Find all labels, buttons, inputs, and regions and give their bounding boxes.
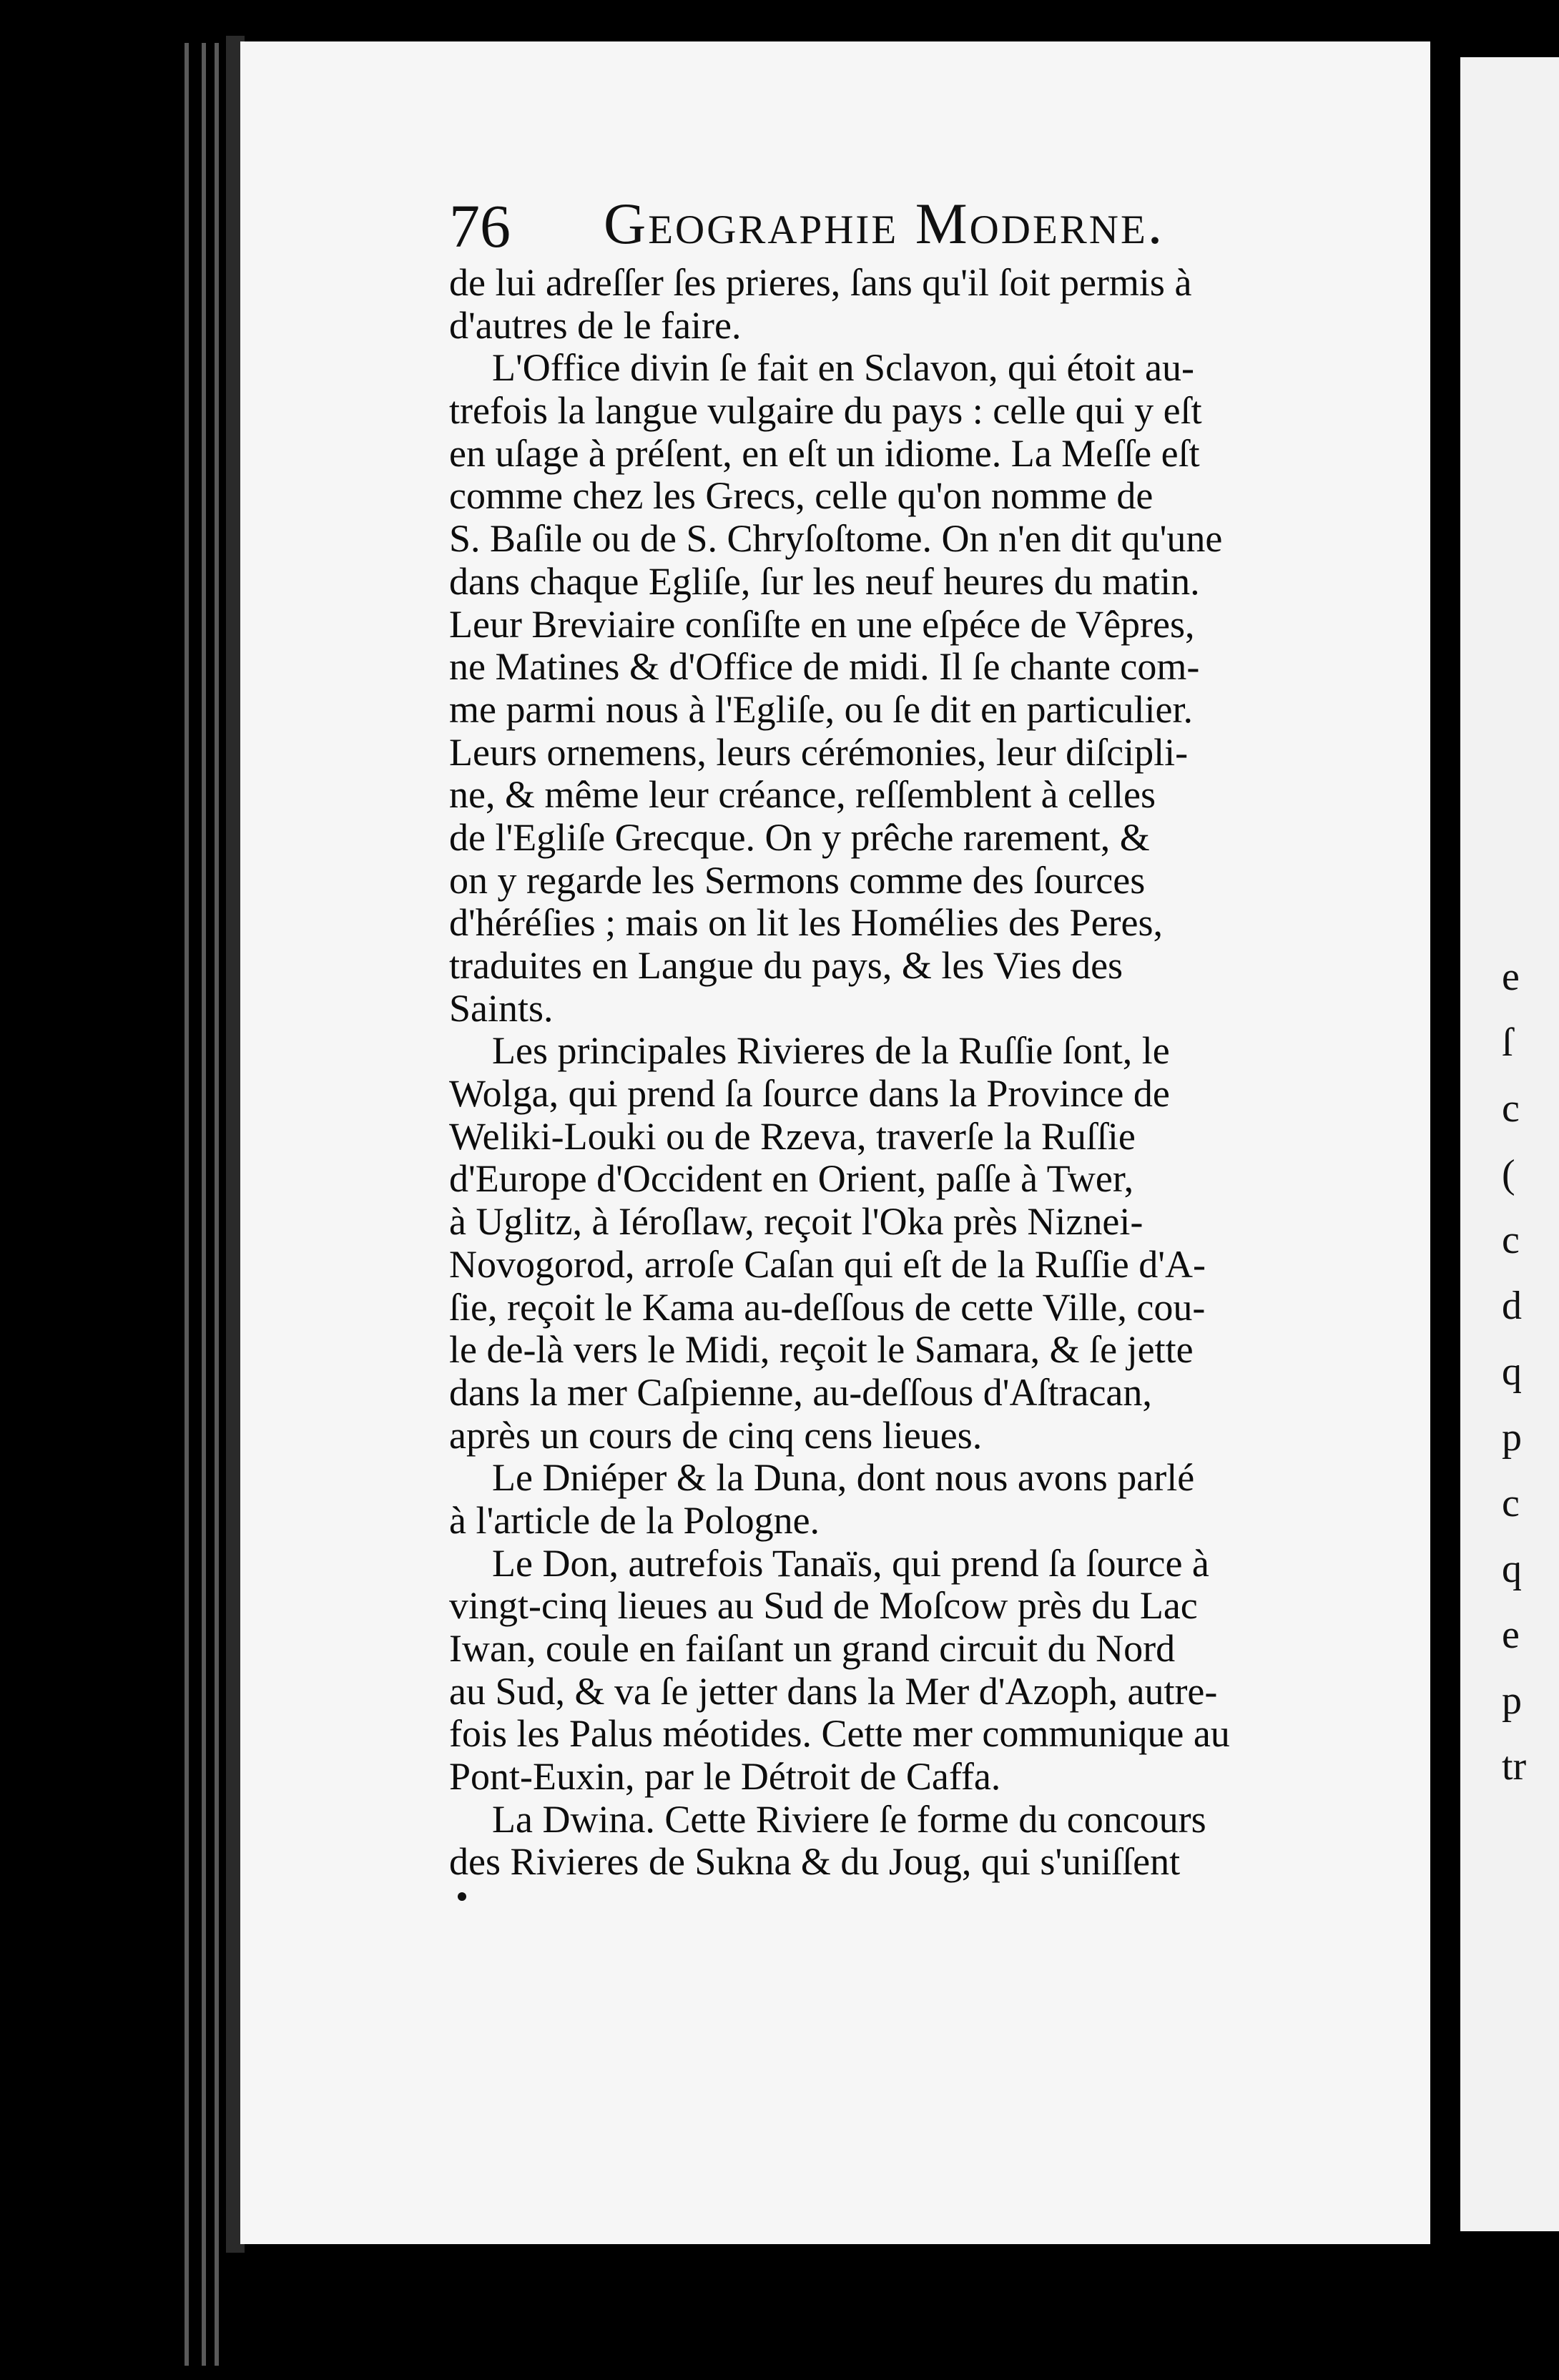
text-line: en uſage à préſent, en eſt un idiome. La Meſſe eſt: [449, 432, 1200, 475]
text-line: le de-là vers le Midi, reçoit le Samara, & ſe jette: [449, 1329, 1194, 1372]
body-text: [449, 262, 1329, 1884]
fragment-glyph: c: [1502, 1086, 1520, 1131]
fragment-glyph: ſ: [1502, 1021, 1513, 1065]
text-line: d'héréſies ; mais on lit les Homélies des Peres,: [449, 902, 1164, 945]
text-line: ſie, reçoit le Kama au-deſſous de cette Ville, cou-: [449, 1286, 1206, 1329]
page-header: [449, 190, 1329, 269]
text-line: à Uglitz, à Iéroſlaw, reçoit l'Oka près Niznei-: [449, 1201, 1144, 1244]
text-line: ne, & même leur créance, reſſemblent à celles: [449, 774, 1156, 817]
fragment-glyph: tr: [1502, 1744, 1527, 1789]
text-line: ne Matines & d'Office de midi. Il ſe chante com-: [449, 646, 1200, 689]
text-line: d'Europe d'Occident en Orient, paſſe à Twer,: [449, 1158, 1134, 1201]
text-line: Wolga, qui prend ſa ſource dans la Province de: [449, 1073, 1170, 1116]
fragment-glyph: c: [1502, 1481, 1520, 1525]
text-line: Iwan, coule en faiſant un grand circuit du Nord: [449, 1628, 1176, 1670]
text-line: L'Office divin ſe fait en Sclavon, qui étoit au-: [492, 347, 1194, 390]
text-line: Pont-Euxin, par le Détroit de Caffa.: [449, 1756, 1001, 1799]
adjacent-page-fragments: [1502, 944, 1559, 1799]
text-line: Weliki-Louki ou de Rzeva, traverſe la Ruſſie: [449, 1115, 1136, 1158]
page-edge-line: [215, 43, 219, 2366]
fragment-glyph: q: [1502, 1547, 1522, 1591]
fragment-glyph: d: [1502, 1284, 1522, 1328]
text-line: Leur Breviaire conſiſte en une eſpéce de Vêpres,: [449, 603, 1195, 646]
fragment-glyph: e: [1502, 1613, 1520, 1657]
text-line: La Dwina. Cette Riviere ſe forme du concours: [492, 1798, 1206, 1841]
text-line: Le Dniéper & la Duna, dont nous avons parlé: [492, 1457, 1195, 1500]
text-line: dans chaque Egliſe, ſur les neuf heures du matin.: [449, 560, 1200, 603]
text-line: Novogorod, arroſe Caſan qui eſt de la Ruſſie d'A-: [449, 1243, 1206, 1286]
fragment-glyph: p: [1502, 1678, 1522, 1723]
fragment-glyph: p: [1502, 1415, 1522, 1460]
text-line: comme chez les Grecs, celle qu'on nomme de: [449, 475, 1154, 518]
fragment-glyph: c: [1502, 1218, 1520, 1262]
text-line: au Sud, & va ſe jetter dans la Mer d'Azoph, autre-: [449, 1670, 1218, 1713]
ink-dot: [458, 1892, 466, 1901]
text-line: fois les Palus méotides. Cette mer communique au: [449, 1713, 1230, 1756]
fragment-glyph: q: [1502, 1349, 1522, 1394]
text-line: traduites en Langue du pays, & les Vies des: [449, 945, 1123, 987]
text-line: vingt-cinq lieues au Sud de Moſcow près du Lac: [449, 1585, 1198, 1628]
text-line: dans la mer Caſpienne, au-deſſous d'Aſtracan,: [449, 1371, 1152, 1414]
text-line: d'autres de le faire.: [449, 304, 742, 347]
book-spine: [0, 0, 186, 2380]
text-line: des Rivieres de Sukna & du Joug, qui s'uniſſent: [449, 1841, 1181, 1884]
text-line: Leurs ornemens, leurs cérémonies, leur diſcipli-: [449, 731, 1189, 774]
text-line: après un cours de cinq cens lieues.: [449, 1414, 983, 1457]
running-title: Geographie Moderne.: [604, 191, 1165, 256]
page-edge-line: [185, 43, 189, 2366]
text-line: trefois la langue vulgaire du pays : celle qui y eſt: [449, 390, 1202, 433]
fragment-glyph: e: [1502, 955, 1520, 999]
text-line: me parmi nous à l'Egliſe, ou ſe dit en particulier.: [449, 688, 1193, 731]
text-line: Saints.: [449, 987, 554, 1030]
fragment-glyph: (: [1502, 1152, 1515, 1196]
page-edge-line: [202, 43, 206, 2366]
text-line: de l'Egliſe Grecque. On y prêche rarement, &: [449, 816, 1150, 859]
text-line: de lui adreſſer ſes prieres, ſans qu'il ſoit permis à: [449, 262, 1192, 304]
text-line: S. Baſile ou de S. Chryſoſtome. On n'en dit qu'une: [449, 518, 1223, 561]
text-line: Le Don, autrefois Tanaïs, qui prend ſa ſource à: [492, 1542, 1209, 1585]
text-line: Les principales Rivieres de la Ruſſie ſont, le: [492, 1030, 1170, 1073]
text-line: on y regarde les Sermons comme des ſources: [449, 859, 1146, 902]
text-line: à l'article de la Pologne.: [449, 1499, 820, 1542]
page-number: 76: [449, 192, 511, 260]
